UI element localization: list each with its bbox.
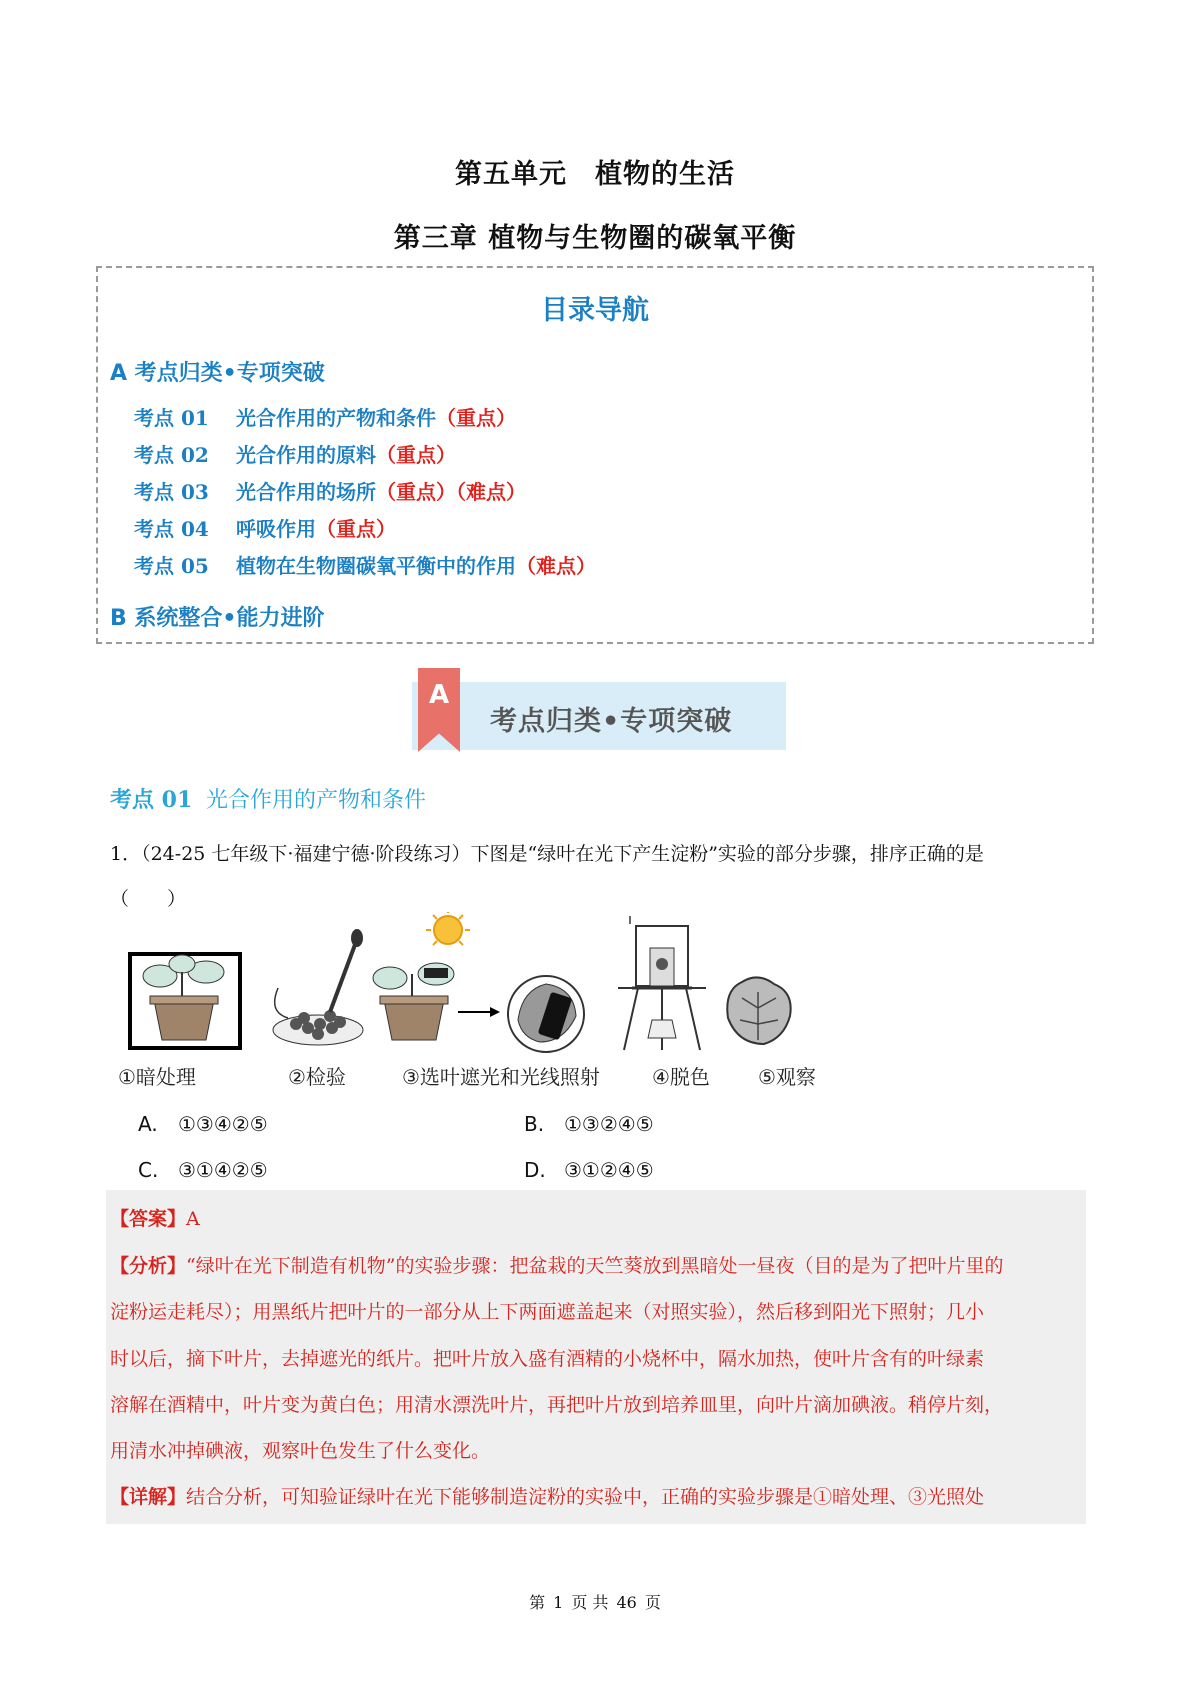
experiment-illustration bbox=[118, 912, 838, 1057]
experiment-figure bbox=[118, 912, 838, 1092]
figure-label-3: ③选叶遮光和光线照射 bbox=[402, 1065, 600, 1089]
option-text: ③①④②⑤ bbox=[178, 1158, 268, 1182]
option-a[interactable] bbox=[138, 1112, 268, 1136]
footer-page-number: 1 bbox=[553, 1593, 564, 1612]
option-text: ①③④②⑤ bbox=[178, 1112, 268, 1136]
option-b[interactable] bbox=[524, 1112, 654, 1136]
question-bracket: （ ） bbox=[110, 888, 187, 910]
dark-treatment-illustration bbox=[130, 954, 240, 1048]
toc-item-code: 考点 04 bbox=[134, 517, 209, 541]
toc-item-04[interactable] bbox=[134, 513, 396, 542]
option-letter: D. bbox=[524, 1158, 546, 1182]
unit-title: 第五单元 植物的生活 bbox=[455, 159, 735, 190]
toc-item-tag: （重点）（难点） bbox=[376, 480, 526, 504]
option-text: ①③②④⑤ bbox=[564, 1112, 654, 1136]
option-letter: B. bbox=[524, 1112, 545, 1136]
toc-section-b[interactable]: B 系统整合•能力进阶 bbox=[110, 606, 325, 631]
toc-item-tag: （重点） bbox=[436, 406, 516, 430]
answer-tag: 【答案】 bbox=[110, 1208, 187, 1230]
option-text: ③①②④⑤ bbox=[564, 1158, 654, 1182]
analysis-line-4: 溶解在酒精中，叶片变为黄白色；用清水漂洗叶片，再把叶片放到培养皿里，向叶片滴加碘液。稍停片刻， bbox=[110, 1394, 1004, 1416]
toc-item-03[interactable] bbox=[134, 476, 526, 505]
toc-item-code: 考点 03 bbox=[134, 480, 209, 504]
analysis-line-5: 用清水冲掉碘液，观察叶色发生了什么变化。 bbox=[110, 1440, 491, 1462]
footer-pre: 第 bbox=[529, 1593, 546, 1612]
toc-item-title: 植物在生物圈碳氧平衡中的作用 bbox=[236, 554, 516, 578]
detail-tag: 【详解】 bbox=[110, 1486, 187, 1508]
toc-section-a[interactable]: A 考点归类•专项突破 bbox=[110, 361, 325, 386]
toc-item-title: 呼吸作用 bbox=[236, 517, 316, 541]
figure-label-4: ④脱色 bbox=[652, 1065, 710, 1089]
shaded-leaf-illustration bbox=[508, 976, 584, 1052]
toc-item-02[interactable] bbox=[134, 439, 456, 468]
toc-item-01[interactable] bbox=[134, 402, 516, 431]
toc-box bbox=[96, 266, 1094, 644]
figure-label-2: ②检验 bbox=[288, 1065, 346, 1089]
option-c[interactable] bbox=[138, 1158, 268, 1182]
iodine-test-illustration bbox=[273, 929, 363, 1045]
figure-label-1: ①暗处理 bbox=[118, 1065, 196, 1089]
decolorization-illustration bbox=[618, 916, 706, 1050]
toc-item-tag: （重点） bbox=[316, 517, 396, 541]
question-1 bbox=[110, 832, 1100, 922]
kp01-code: 考点 01 bbox=[110, 787, 193, 813]
toc-item-05[interactable] bbox=[134, 550, 596, 579]
analysis-line-2: 淀粉运走耗尽）；用黑纸片把叶片的一部分从上下两面遮盖起来（对照实验），然后移到阳光下照射；几小 bbox=[110, 1301, 985, 1323]
question-source: （24-25 七年级下·福建宁德·阶段练习） bbox=[141, 843, 471, 865]
detail-text: 结合分析，可知验证绿叶在光下能够制造淀粉的实验中，正确的实验步骤是①暗处理、③光照处 bbox=[186, 1486, 985, 1508]
analysis-line-3: 时以后，摘下叶片，去掉遮光的纸片。把叶片放入盛有酒精的小烧杯中，隔水加热，使叶片含有的叶绿素 bbox=[110, 1348, 985, 1370]
kp01-heading bbox=[110, 783, 426, 814]
answer-value: A bbox=[186, 1208, 200, 1230]
toc-item-tag: （难点） bbox=[516, 554, 596, 578]
analysis-text: “绿叶在光下制造有机物”的实验步骤：把盆栽的天竺葵放到黑暗处一昼夜（目的是为了把叶片里的 bbox=[186, 1255, 1004, 1277]
detail-line bbox=[110, 1482, 1090, 1509]
banner-title: 考点归类•专项突破 bbox=[490, 706, 733, 737]
option-d[interactable] bbox=[524, 1158, 654, 1182]
toc-item-title: 光合作用的原料 bbox=[236, 443, 376, 467]
question-stem: 下图是“绿叶在光下产生淀粉”实验的部分步骤，排序正确的是 bbox=[470, 843, 984, 865]
footer-post: 页 bbox=[644, 1593, 661, 1612]
page-footer bbox=[0, 1590, 1190, 1613]
toc-heading: 目录导航 bbox=[541, 295, 649, 326]
analysis-tag: 【分析】 bbox=[110, 1255, 187, 1277]
option-letter: C. bbox=[138, 1158, 159, 1182]
question-number: 1． bbox=[110, 843, 142, 865]
toc-item-title: 光合作用的场所 bbox=[236, 480, 376, 504]
shading-illustration bbox=[373, 912, 500, 1040]
footer-mid: 页 共 bbox=[571, 1593, 609, 1612]
footer-total-pages: 46 bbox=[616, 1593, 637, 1612]
kp01-title: 光合作用的产物和条件 bbox=[206, 788, 427, 813]
observed-leaf-illustration bbox=[727, 977, 790, 1044]
toc-item-code: 考点 01 bbox=[134, 406, 209, 430]
answer-line bbox=[110, 1204, 1090, 1231]
option-letter: A. bbox=[138, 1112, 158, 1136]
toc-item-tag: （重点） bbox=[376, 443, 456, 467]
question-line bbox=[110, 832, 1100, 877]
analysis-line-1 bbox=[110, 1251, 1090, 1278]
toc-item-code: 考点 05 bbox=[134, 554, 209, 578]
chapter-title: 第三章 植物与生物圈的碳氧平衡 bbox=[393, 223, 797, 254]
banner-letter: A bbox=[428, 680, 450, 710]
figure-label-5: ⑤观察 bbox=[758, 1065, 816, 1089]
toc-item-code: 考点 02 bbox=[134, 443, 209, 467]
toc-item-title: 光合作用的产物和条件 bbox=[236, 406, 436, 430]
